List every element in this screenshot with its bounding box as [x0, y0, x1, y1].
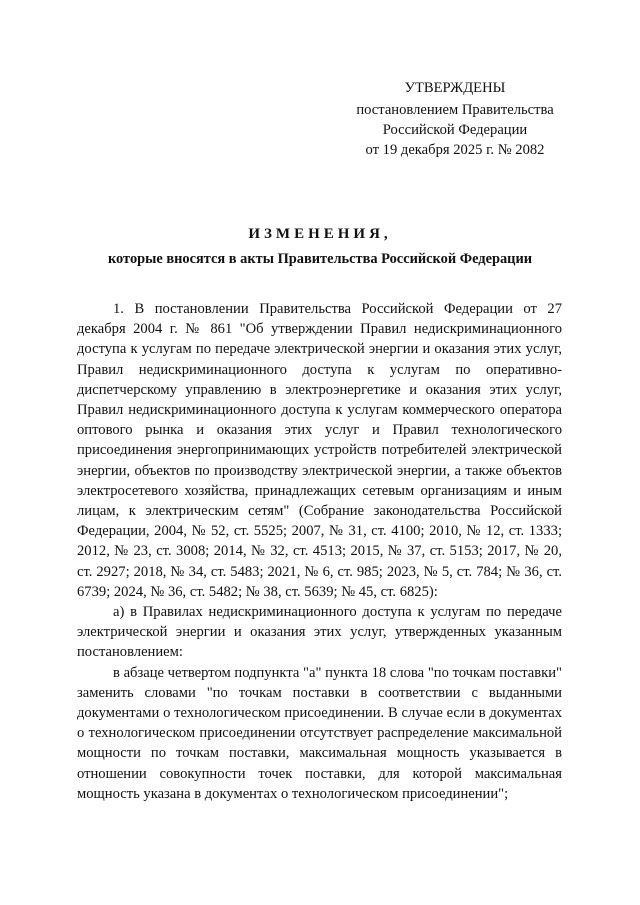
approval-line-3: от 19 декабря 2025 г. № 2082	[365, 142, 545, 158]
approval-heading: УТВЕРЖДЕНЫ	[404, 80, 506, 96]
paragraph-3: в абзаце четвертом подпункта "а" пункта 18 слова "по точкам поставки" заменить словами "по точкам поставки в соответствии с выданными документами о технологическом присоединении. В случае если в документах о технологическом присоединении отсутствует распределение максимальной мощности по точкам поставки, максимальная мощность указывается в отношении совокупности точек поставки, для которой максимальная мощность указана в документах о технологическом присоединении";	[77, 664, 562, 802]
approval-line-1: постановлением Правительства	[356, 102, 554, 118]
document-title: ИЗМЕНЕНИЯ,	[248, 226, 392, 242]
approval-line-2: Российской Федерации	[382, 122, 528, 138]
paragraph-2: а) в Правилах недискриминационного доступа к услугам по передаче электрической энергии и оказания этих услуг, утвержденных указанным постановлением:	[77, 604, 562, 661]
paragraph-1: 1. В постановлении Правительства Российской Федерации от 27 декабря 2004 г. № 861 "Об утверждении Правил недискриминационного доступа к услугам по передаче электрической энергии и оказания этих услуг, Правил недискриминационного доступа к услугам по оперативно-диспетчерскому управлению в электроэнергетике и оказания этих услуг, Правил недискриминационного доступа к услугам коммерческого оператора оптового рынка и оказания этих услуг и Правил технологического присоединения энергопринимающих устройств потребителей электрической энергии, объектов по производству электрической энергии, а также объектов электросетевого хозяйства, принадлежащих сетевым организациям и иным лицам, к электрическим сетям" (Собрание законодательства Российской Федерации, 2004, № 52, ст. 5525; 2007, № 31, ст. 4100; 2010, № 12, ст. 1333; 2012, № 23, ст. 3008; 2014, № 32, ст. 4513; 2015, № 37, ст. 5153; 2017, № 20, ст. 2927; 2018, № 34, ст. 5483; 2021, № 6, ст. 985; 2023, № 5, ст. 784; № 36, ст. 6739; 2024, № 36, ст. 5482; № 38, ст. 5639; № 45, ст. 6825):	[77, 301, 562, 600]
document-subtitle: которые вносятся в акты Правительства Российской Федерации	[107, 251, 533, 267]
document-body	[77, 299, 562, 804]
approval-block	[330, 78, 580, 160]
